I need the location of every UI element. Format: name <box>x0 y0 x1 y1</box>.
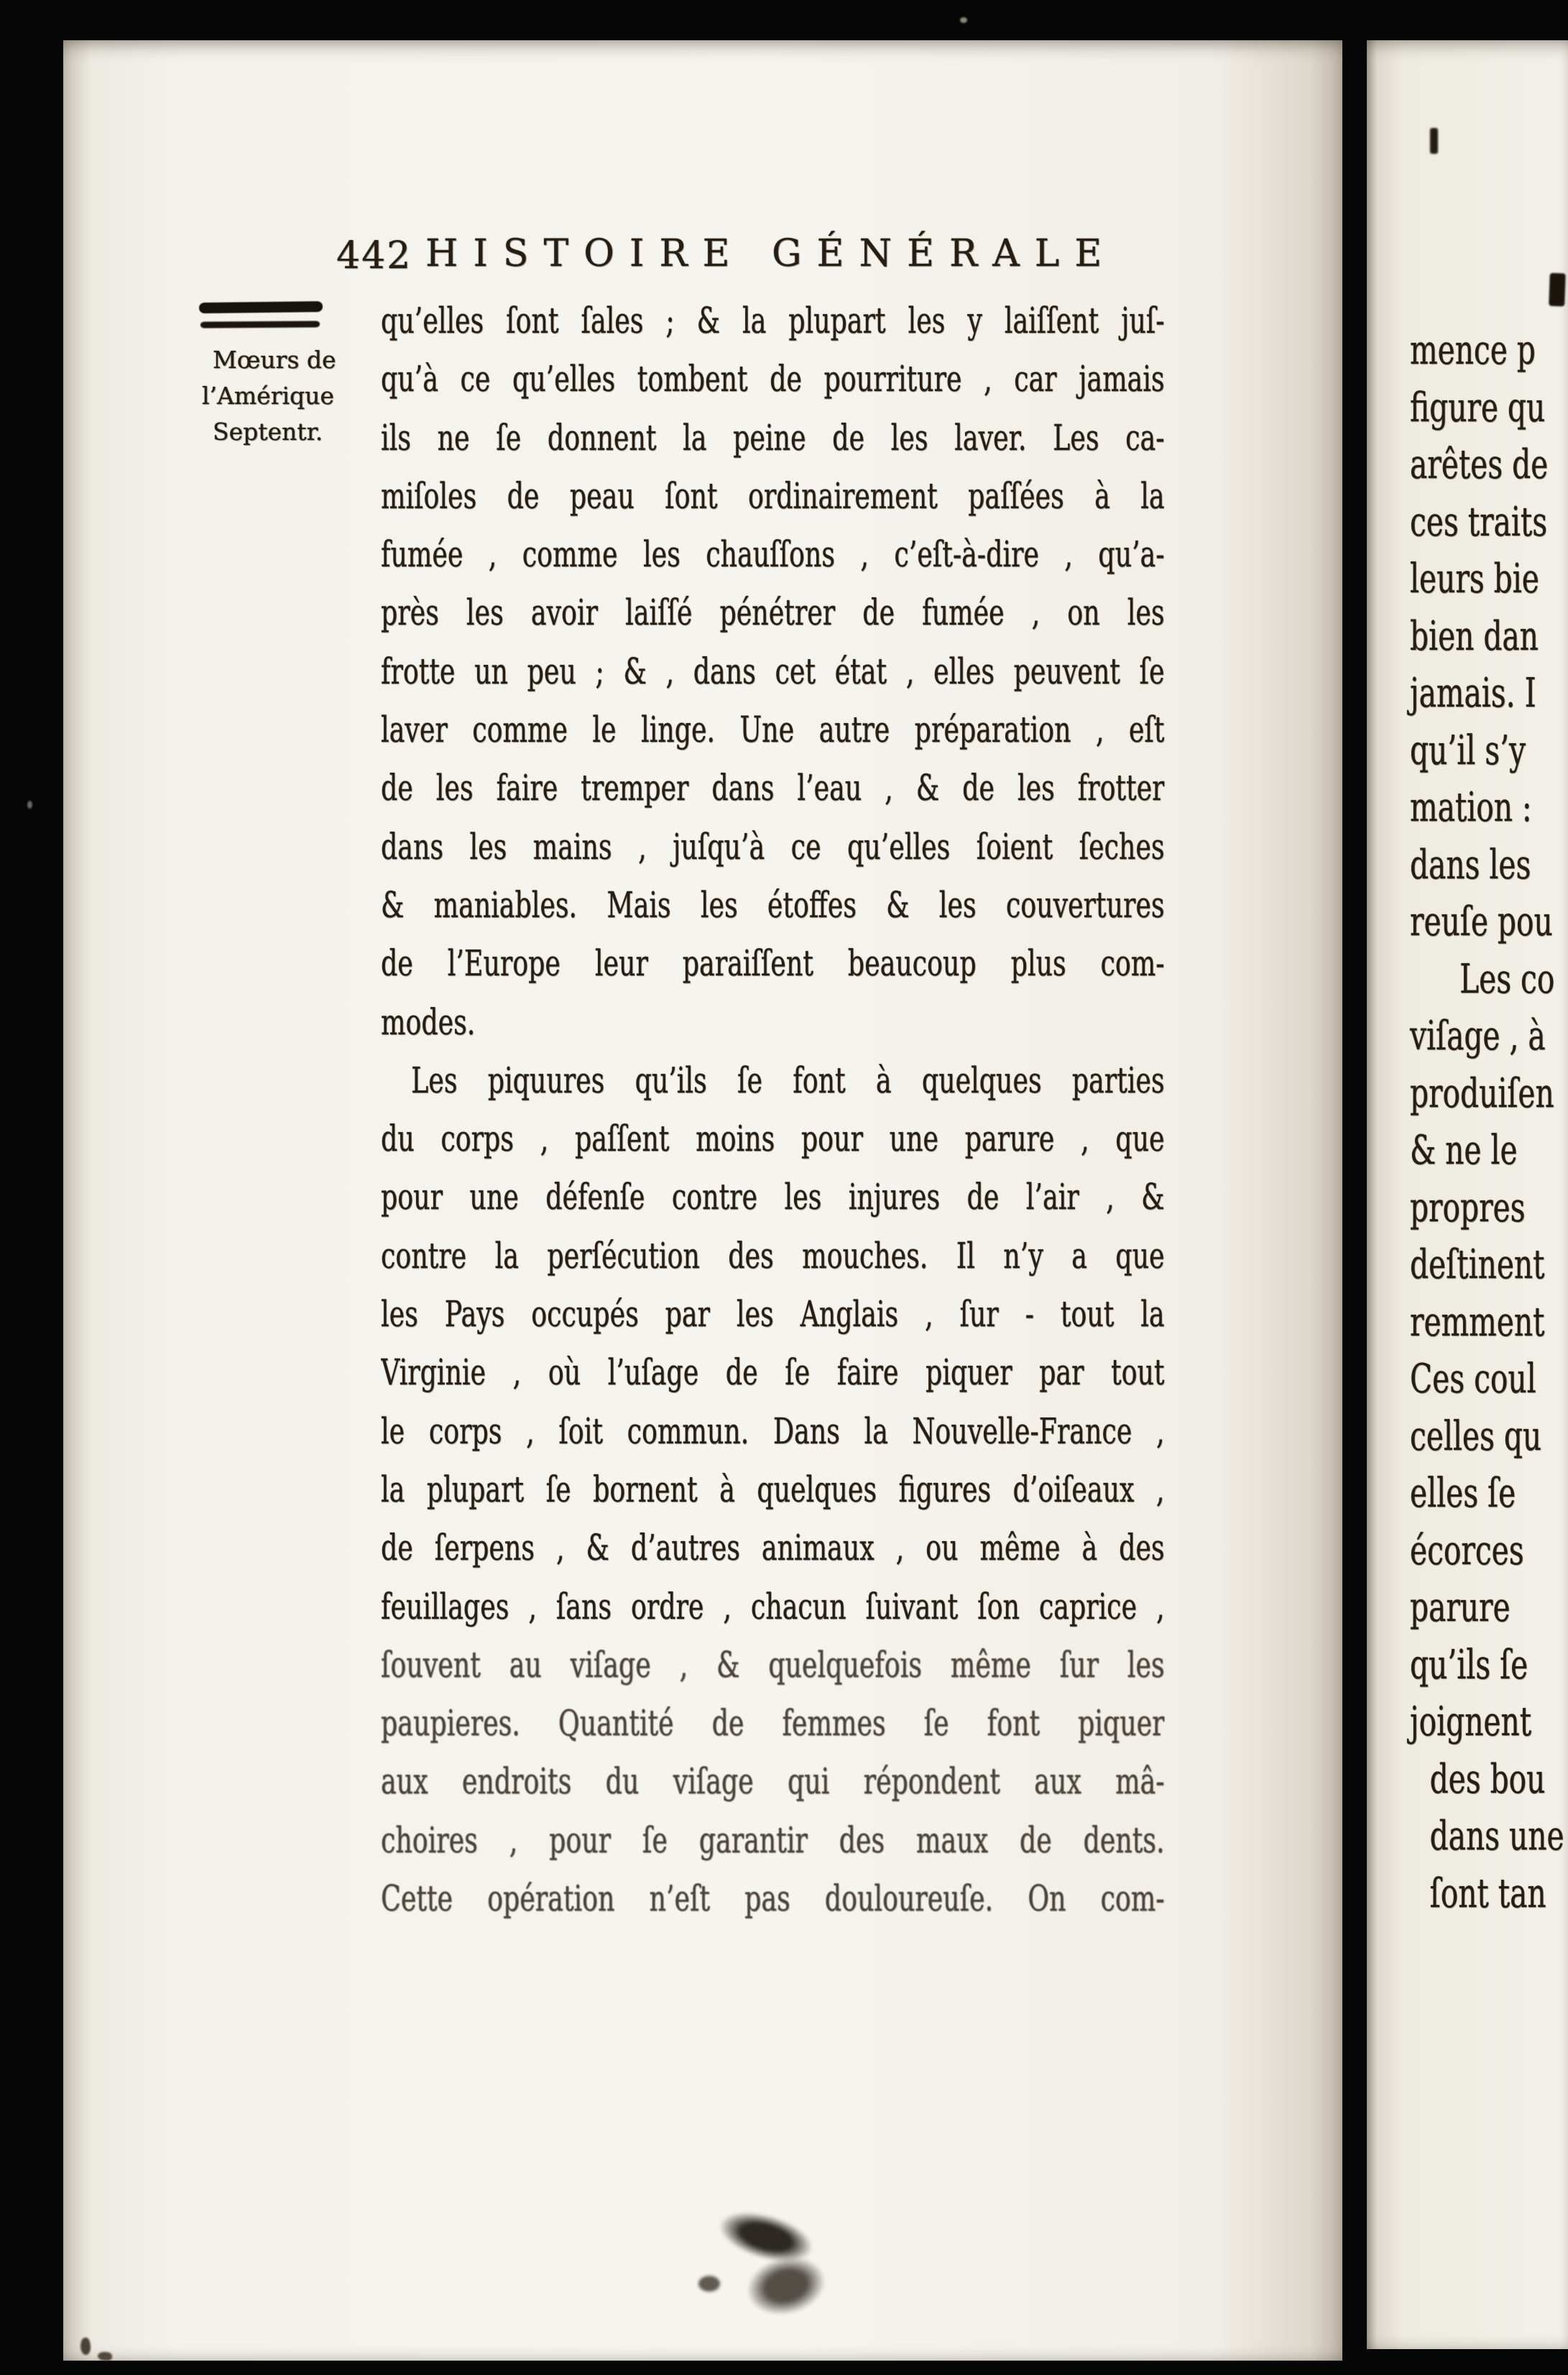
body-line: dans les mains , juſqu’à ce qu’elles ſoient ſeches <box>381 825 1165 868</box>
body-line: pour une défenſe contre les injures de l’air , & <box>381 1176 1165 1218</box>
dust-speck <box>960 17 967 23</box>
body-line: les Pays occupés par les Anglais , ſur - tout la <box>381 1293 1165 1336</box>
body-line: ils ne ſe donnent la peine de les laver. Les ca- <box>381 416 1165 459</box>
right-page-line-fragment: figure qu <box>1410 384 1546 431</box>
body-line: Cette opération n’eſt pas douloureuſe. On com- <box>381 1878 1165 1920</box>
running-title: HISTOIRE GÉNÉRALE <box>425 232 1117 275</box>
body-line: aux endroits du viſage qui répondent aux mâ- <box>381 1760 1165 1803</box>
right-page-line-fragment: arêtes de <box>1410 441 1549 488</box>
body-text <box>381 292 1165 1928</box>
body-line: choires , pour ſe garantir des maux de dents. <box>381 1819 1165 1861</box>
margin-note-line: Septentr. <box>213 418 323 446</box>
right-page-line-fragment: mence p <box>1410 327 1536 374</box>
body-line: la plupart ſe bornent à quelques figures d’oiſeaux , <box>381 1468 1165 1510</box>
margin-note <box>202 342 356 450</box>
right-page-line-fragment: reuſe pou <box>1410 899 1553 945</box>
body-line: modes. <box>381 1001 476 1043</box>
ink-smudge <box>698 2276 720 2292</box>
body-line: le corps , ſoit commun. Dans la Nouvelle-France , <box>381 1410 1165 1452</box>
body-line: & maniables. Mais les étoffes & les couvertures <box>381 883 1165 926</box>
right-page-line-fragment: Les co <box>1459 955 1555 1003</box>
margin-note-line: l’Amérique <box>202 382 334 410</box>
margin-note-line: Mœurs de <box>213 346 336 374</box>
body-line: fumée , comme les chauſſons , c’eſt-à-dire , qu’a- <box>381 533 1165 576</box>
body-line: de les faire tremper dans l’eau , & de les frotter <box>381 767 1165 809</box>
right-page-line-fragment: ces traits <box>1410 498 1548 546</box>
margin-double-rule-bottom <box>200 321 320 328</box>
right-page-line-fragment: dans les <box>1410 841 1531 888</box>
body-line: laver comme le linge. Une autre préparation , eſt <box>381 709 1165 751</box>
page-number: 442 <box>336 234 412 277</box>
body-line: miſoles de peau ſont ordinairement paſſées à la <box>381 474 1165 517</box>
dust-speck <box>27 801 32 809</box>
body-line: du corps , paſſent moins pour une parure , que <box>381 1118 1165 1160</box>
body-line: Virginie , où l’uſage de ſe faire piquer par tout <box>381 1351 1165 1394</box>
right-page-line-fragment: ſont tan <box>1429 1870 1546 1917</box>
right-page-line-fragment: Ces coul <box>1410 1356 1536 1402</box>
right-page-line-fragment: qu’il s’y <box>1410 727 1526 774</box>
right-page-line-fragment: bien dan <box>1410 612 1539 660</box>
body-line: qu’à ce qu’elles tombent de pourriture , car jamais <box>381 358 1165 400</box>
right-page-line-fragment: & ne le <box>1410 1127 1518 1174</box>
right-page-line-fragment: dans une <box>1429 1813 1564 1860</box>
body-line: de l’Europe leur paraiſſent beaucoup plus com- <box>381 942 1165 985</box>
right-page-line-fragment: elles ſe <box>1410 1470 1516 1517</box>
right-page-line-fragment: des bou <box>1429 1755 1546 1803</box>
body-line: Les piquures qu’ils ſe font à quelques parties <box>411 1059 1165 1101</box>
right-page-line-fragment: mation : <box>1410 784 1532 831</box>
right-page-line-fragment: deſtinent <box>1410 1241 1545 1288</box>
margin-double-rule-top <box>199 301 323 313</box>
right-page-line-fragment: celles qu <box>1410 1412 1542 1460</box>
pen-mark <box>98 2352 112 2361</box>
right-page-line-fragment: viſage , à <box>1410 1013 1546 1060</box>
right-page-line-fragment: parure <box>1410 1584 1511 1631</box>
body-line: feuillages , ſans ordre , chacun ſuivant ſon caprice , <box>381 1585 1165 1627</box>
body-line: ſouvent au viſage , & quelquefois même ſur les <box>381 1643 1165 1686</box>
body-line: de ſerpens , & d’autres animaux , ou même à des <box>381 1527 1165 1569</box>
cut-letter-fragment-icon <box>1549 273 1566 307</box>
right-page-line-fragment: leurs bie <box>1410 556 1539 602</box>
right-page-line-fragment: écorces <box>1410 1527 1524 1574</box>
body-line: paupieres. Quantité de femmes ſe font piquer <box>381 1702 1165 1745</box>
body-line: frotte un peu ; & , dans cet état , elles peuvent ſe <box>381 650 1165 692</box>
right-page-edge <box>1367 40 1568 2349</box>
right-page-line-fragment: remment <box>1410 1298 1545 1346</box>
body-line: contre la perſécution des mouches. Il n’y a que <box>381 1234 1165 1277</box>
body-line: qu’elles ſont ſales ; & la plupart les y laiſſent juſ- <box>381 300 1165 341</box>
right-page-line-fragment: qu’ils ſe <box>1410 1641 1528 1689</box>
body-line: près les avoir laiſſé pénétrer de fumée , on les <box>381 592 1165 634</box>
cut-letter-fragment-icon <box>1430 128 1438 154</box>
right-page-line-fragment: joignent <box>1410 1699 1532 1745</box>
right-page-line-fragment: produiſen <box>1410 1070 1554 1117</box>
right-page-line-fragment: jamais. I <box>1410 670 1536 717</box>
right-page-text-fragments <box>1410 322 1568 1922</box>
right-page-line-fragment: propres <box>1410 1184 1526 1231</box>
